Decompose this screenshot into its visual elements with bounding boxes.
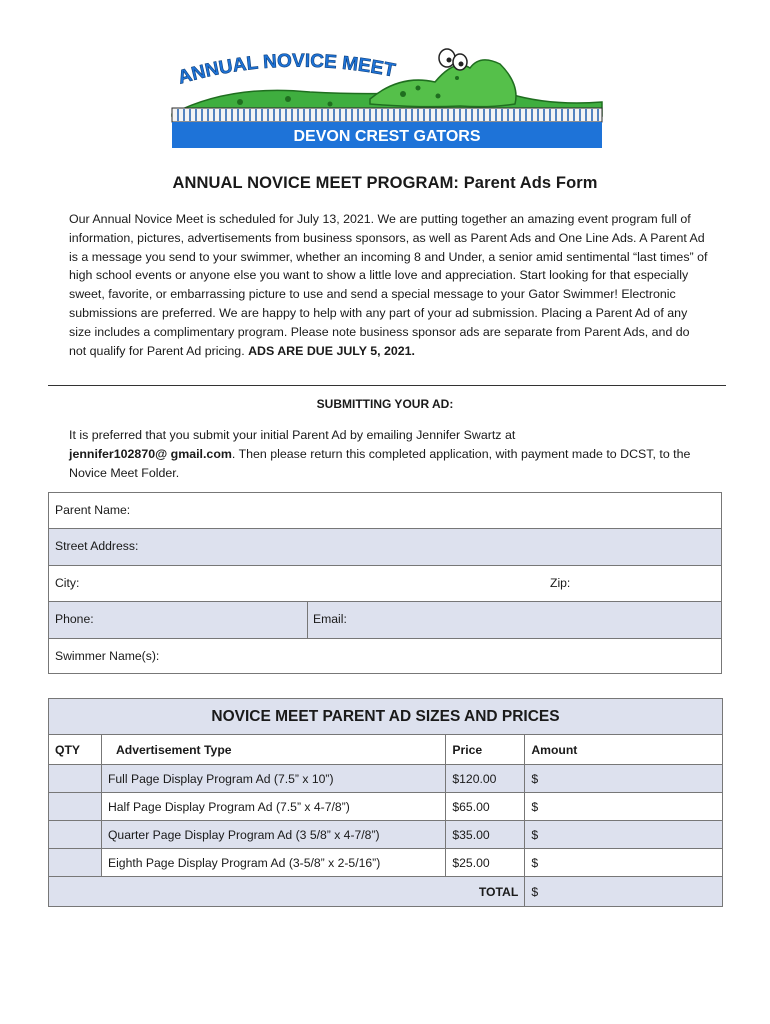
submitting-text-after: . Then please return this completed application, with payment made to DCST, to the Novice Meet Folder. — [69, 446, 691, 480]
gator-logo-graphic — [170, 44, 605, 156]
amount-cell[interactable]: $ — [525, 765, 723, 793]
page-title: ANNUAL NOVICE MEET PROGRAM: Parent Ads Form — [172, 174, 598, 192]
ad-type-cell: Quarter Page Display Program Ad (3 5/8” x 4-7/8”) — [101, 821, 445, 849]
ad-type-cell: Full Page Display Program Ad (7.5” x 10”) — [101, 765, 445, 793]
phone-label[interactable]: Phone: — [55, 612, 94, 626]
city-label: City: — [55, 576, 80, 590]
intro-body: Our Annual Novice Meet is scheduled for July 13, 2021. We are putting together an amazing event program full of information, pictures, advertisements from business sponsors, as well as Parent Ads and One Line Ads. A Parent Ad is a message you send to your swimmer, whether an incoming 8 and Under, a senior amid sentimental “last times” of high school events or anyone else you want to show a little love and appreciation. Start looking for that especially sweet, favorite, or embarrassing picture to use and send a special message to your Gator Swimmer! Electronic submissions are preferred. We are happy to help with any part of your ad submission. Placing a Parent Ad of any size includes a complimentary program. Please note business sponsor ads are separate from Parent Ads, and do not qualify for Parent Ad pricing. — [69, 212, 708, 358]
swimmer-names-label: Swimmer Name(s): — [55, 649, 160, 663]
total-label: TOTAL — [49, 877, 525, 907]
contact-form — [48, 492, 722, 674]
prices-table-title: NOVICE MEET PARENT AD SIZES AND PRICES — [49, 699, 723, 735]
deadline-notice: ADS ARE DUE JULY 5, 2021. — [248, 343, 415, 358]
zip-label: Zip: — [550, 576, 571, 590]
amount-header: Amount — [525, 735, 723, 765]
parent-name-field[interactable] — [49, 493, 721, 529]
contact-email[interactable]: jennifer102870@ gmail.com — [69, 446, 232, 461]
ad-type-cell: Eighth Page Display Program Ad (3-5/8” x 2-5/16”) — [101, 849, 445, 877]
qty-header: QTY — [49, 735, 102, 765]
ad-prices-table — [48, 698, 723, 907]
submitting-text-before: It is preferred that you submit your initial Parent Ad by emailing Jennifer Swartz at — [69, 428, 516, 442]
total-amount[interactable]: $ — [525, 877, 723, 907]
submitting-paragraph — [69, 426, 709, 482]
amount-cell[interactable]: $ — [525, 821, 723, 849]
type-header: Advertisement Type — [101, 735, 445, 765]
price-cell: $65.00 — [446, 793, 525, 821]
parent-name-label: Parent Name: — [55, 503, 131, 517]
logo-arc-text: ANNUAL NOVICE MEET — [175, 50, 397, 89]
table-row — [49, 821, 723, 849]
price-cell: $25.00 — [446, 849, 525, 877]
qty-cell[interactable] — [49, 821, 102, 849]
swimmer-names-field[interactable] — [49, 639, 721, 675]
table-row — [49, 765, 723, 793]
amount-cell[interactable]: $ — [525, 793, 723, 821]
annual-novice-meet-logo — [170, 44, 605, 156]
total-row — [49, 877, 723, 907]
qty-cell[interactable] — [49, 765, 102, 793]
intro-paragraph — [69, 210, 709, 360]
price-cell: $120.00 — [446, 765, 525, 793]
city-zip-row — [49, 566, 721, 602]
price-header: Price — [446, 735, 525, 765]
qty-cell[interactable] — [49, 793, 102, 821]
table-row — [49, 849, 723, 877]
email-label[interactable]: Email: — [313, 612, 347, 626]
field-divider — [307, 602, 308, 638]
table-row — [49, 793, 723, 821]
ad-type-cell: Half Page Display Program Ad (7.5” x 4-7/8”) — [101, 793, 445, 821]
street-address-field[interactable] — [49, 529, 721, 566]
street-address-label: Street Address: — [55, 539, 139, 553]
qty-cell[interactable] — [49, 849, 102, 877]
amount-cell[interactable]: $ — [525, 849, 723, 877]
section-divider — [48, 385, 726, 386]
submitting-heading: SUBMITTING YOUR AD: — [316, 397, 454, 411]
price-cell: $35.00 — [446, 821, 525, 849]
phone-email-row — [49, 602, 721, 639]
logo-banner-text: DEVON CREST GATORS — [293, 128, 481, 145]
